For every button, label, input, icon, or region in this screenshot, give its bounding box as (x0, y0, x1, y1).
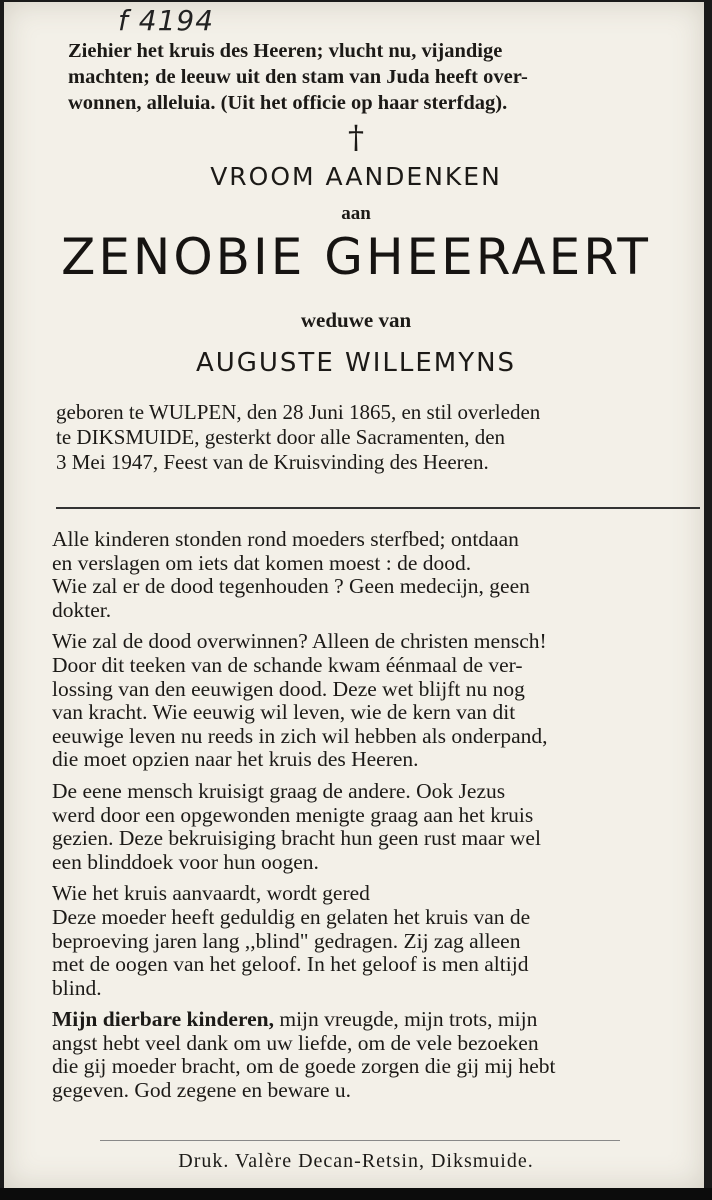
divider (56, 507, 700, 509)
card-bottom-edge (0, 1188, 712, 1200)
bio-line: 3 Mei 1947, Feest van de Kruisvinding des Heeren. (56, 450, 489, 474)
aan-label: aan (341, 203, 371, 224)
text-line: werd door een opgewonden menigte graag aan het kruis (52, 802, 534, 827)
text-line: lossing van den eeuwigen dood. Deze wet blijft nu nog (52, 676, 525, 701)
cross-symbol: † (348, 118, 364, 156)
bio-line: geboren te WULPEN, den 28 Juni 1865, en stil overleden (56, 400, 541, 424)
text-line (52, 1008, 700, 1032)
text-line: met de oogen van het geloof. In het geloof is men altijd (52, 952, 529, 977)
epigraph-line: Ziehier het kruis des Heeren; vlucht nu, vijandige (68, 40, 503, 62)
epigraph (68, 38, 700, 116)
text-line: Wie het kruis aanvaardt, wordt gered (52, 881, 370, 906)
text-line: Wie zal de dood overwinnen? Alleen de christen mensch! (52, 629, 547, 654)
text-line: een blinddoek voor hun oogen. (52, 849, 319, 874)
text-line: Door dit teeken van de schande kwam éénmaal de ver- (52, 652, 523, 677)
text-line: die gij moeder bracht, om de goede zorgen die gij mij hebt (52, 1054, 556, 1079)
text-line: gegeven. God zegene en beware u. (52, 1078, 352, 1103)
text-line: De eene mensch kruisigt graag de andere. Ook Jezus (52, 778, 506, 803)
bio-line: te DIKSMUIDE, gesterkt door alle Sacramenten, den (56, 425, 506, 449)
spouse-name: AUGUSTE WILLEMYNS (195, 348, 517, 378)
dedication-rest: mijn vreugde, mijn trots, mijn (273, 1007, 538, 1032)
text-line: gezien. Deze bekruisiging bracht hun geen rust maar wel (52, 826, 541, 851)
printer-credit: Druk. Valère Decan-Retsin, Diksmuide. (178, 1150, 534, 1172)
text-line: die moet opzien naar het kruis des Heeren. (52, 747, 419, 772)
dedication-bold: Mijn dierbare kinderen, (52, 1007, 274, 1032)
biography (56, 400, 700, 475)
body-text (52, 528, 700, 1103)
widow-of-label: weduwe van (300, 308, 412, 332)
text-line: van kracht. Wie eeuwig wil leven, wie de kern van dit (52, 700, 516, 725)
heading: VROOM AANDENKEN (210, 162, 502, 191)
epigraph-line: machten; de leeuw uit den stam van Juda heeft over- (68, 66, 528, 88)
text-line: Wie zal er de dood tegenhouden ? Geen medecijn, geen (52, 574, 530, 599)
epigraph-line: wonnen, alleluia. (Uit het officie op haar sterfdag). (68, 92, 508, 114)
archive-number: f 4194 (118, 4, 215, 37)
text-line: blind. (52, 975, 102, 1000)
text-line: dokter. (52, 597, 112, 622)
text-line: Alle kinderen stonden rond moeders sterfbed; ontdaan (52, 527, 519, 551)
footer-divider (100, 1140, 620, 1141)
text-line: beproeving jaren lang ,,blind" gedragen. Zij zag alleen (52, 928, 521, 953)
deceased-name: ZENOBIE GHEERAERT (61, 228, 651, 286)
text-line: Deze moeder heeft geduldig en gelaten het kruis van de (52, 904, 531, 929)
text-line: en verslagen om iets dat komen moest : de dood. (52, 550, 472, 575)
text-line: eeuwige leven nu reeds in zich wil hebben als onderpand, (52, 723, 548, 748)
text-line: angst hebt veel dank om uw liefde, om de vele bezoeken (52, 1030, 539, 1055)
